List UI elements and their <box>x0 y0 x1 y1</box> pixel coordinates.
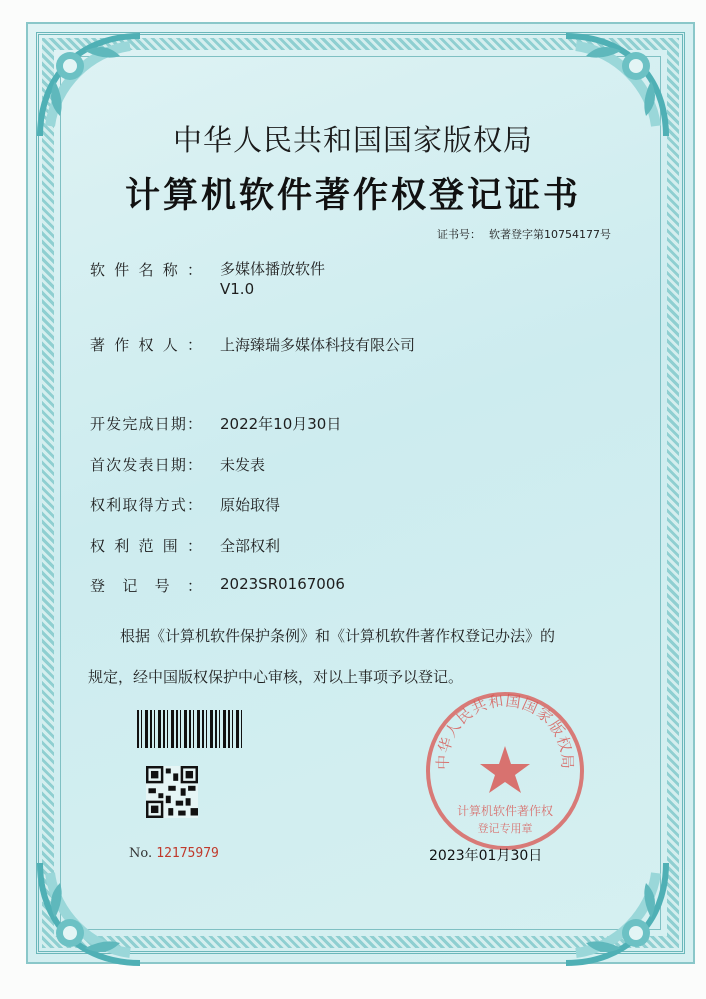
field-value <box>220 259 325 299</box>
statement-line-1: 根据《计算机软件保护条例》和《计算机软件著作权登记办法》的 <box>120 627 556 645</box>
field-value: 未发表 <box>220 456 266 474</box>
field-label: 权利取得方式： <box>90 496 202 514</box>
field-label: 登记号： <box>90 577 202 595</box>
field-value: 全部权利 <box>220 537 281 555</box>
qr-code-icon <box>146 766 198 818</box>
field-value: 2022年10月30日 <box>220 415 342 433</box>
serial-prefix: No. <box>129 846 153 861</box>
seal-inner-line2: 登记专用章 <box>477 822 533 835</box>
field-label: 开发完成日期： <box>90 415 202 433</box>
seal-outer-text: 中华人民共和国国家版权局 <box>433 691 577 770</box>
issue-date: 2023年01月30日 <box>429 848 543 864</box>
software-name-value: 多媒体播放软件 <box>220 260 326 278</box>
certificate-sheet <box>26 22 695 964</box>
field-label: 软件名称： <box>90 261 202 279</box>
serial-number <box>129 846 219 861</box>
field-value: 原始取得 <box>220 496 281 514</box>
issuer-title: 中华人民共和国国家版权局 <box>172 123 533 157</box>
corner-ornament-icon <box>556 853 676 973</box>
seal-inner-line1: 计算机软件著作权 <box>456 804 554 818</box>
certificate-number-label: 证书号： <box>437 228 481 241</box>
barcode-icon <box>137 710 242 748</box>
statement-line-2: 规定，经中国版权保护中心审核，对以上事项予以登记。 <box>88 668 464 686</box>
certificate-number-value: 软著登字第10754177号 <box>489 228 611 241</box>
field-value: 上海臻瑞多媒体科技有限公司 <box>220 336 416 354</box>
field-registration-number <box>90 575 345 596</box>
field-acquisition-method <box>90 494 280 515</box>
serial-number-value: 12175979 <box>156 846 219 861</box>
field-copyright-owner <box>90 334 415 355</box>
corner-ornament-icon <box>30 853 150 973</box>
field-first-publish-date <box>90 454 265 475</box>
certificate-number <box>437 226 611 242</box>
software-version-value: V1.0 <box>220 280 255 298</box>
certificate-title: 计算机软件著作权登记证书 <box>124 175 581 216</box>
field-label: 著作权人： <box>90 336 202 354</box>
field-rights-scope <box>90 535 280 556</box>
field-label: 权利范围： <box>90 537 202 555</box>
field-label: 首次发表日期： <box>90 456 202 474</box>
field-value: 2023SR0167006 <box>220 575 345 593</box>
field-software-name <box>90 259 325 299</box>
field-completion-date <box>90 413 341 434</box>
official-seal-icon <box>424 690 586 852</box>
